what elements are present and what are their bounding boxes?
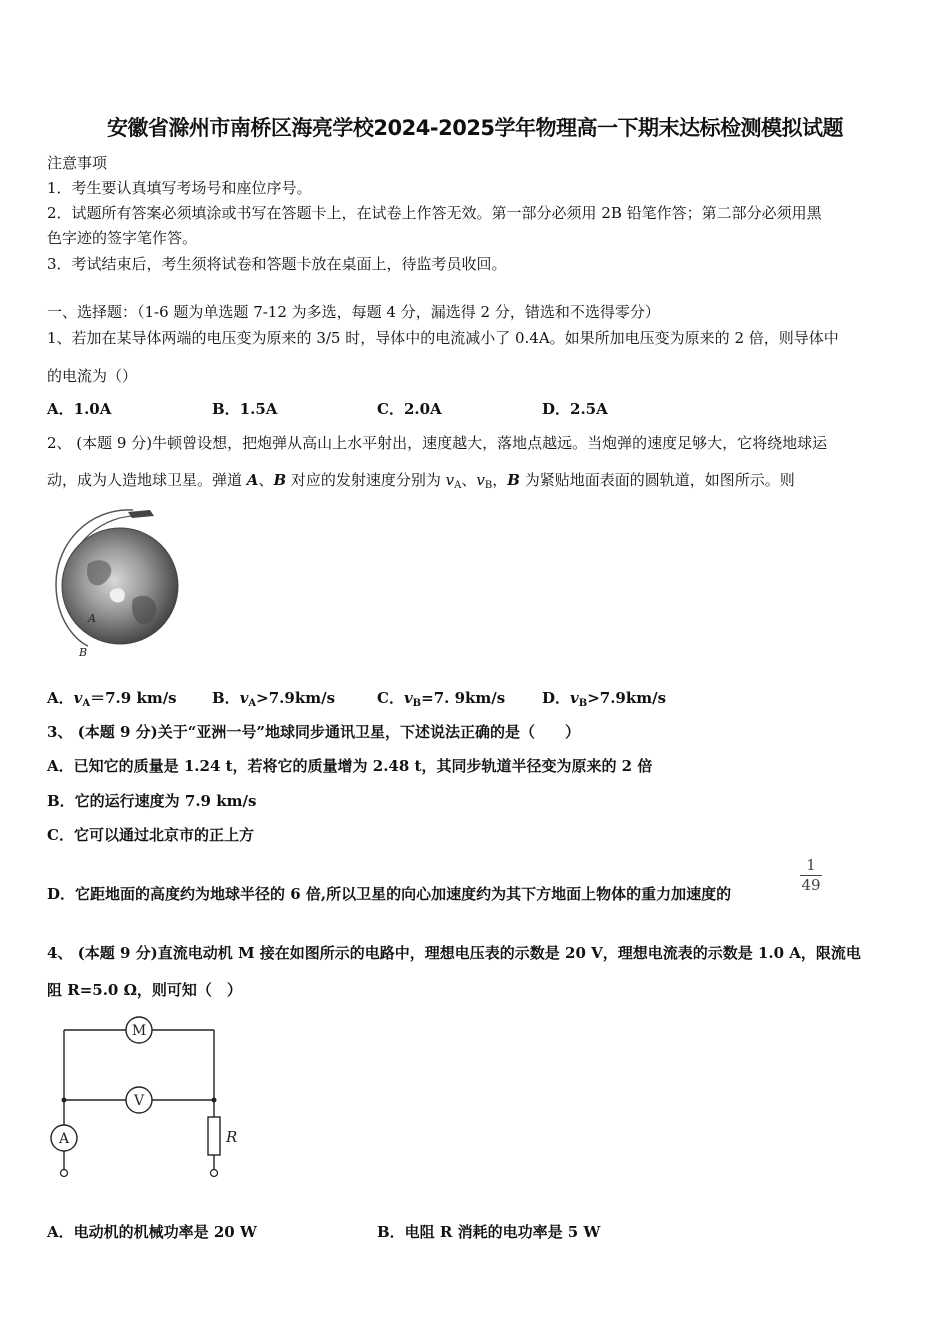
q2-sub-a: A — [454, 480, 462, 491]
q3-option-a: A．已知它的质量是 1.24 t，若将它的质量增为 2.48 t，其同步轨道半径变为原来的 2 倍 — [47, 757, 653, 775]
q2-stem-text-c: ， — [492, 471, 508, 489]
q2-velocity-symbol: v — [445, 471, 455, 489]
resistor-label: R — [226, 1128, 238, 1146]
q2-comma: 、 — [461, 471, 477, 489]
q1-option-d: D．2.5A — [542, 400, 608, 418]
q3-option-c: C．它可以通过北京市的正上方 — [47, 826, 254, 844]
q2-option-a: A．$v_A=7.9$ km/s — [47, 689, 177, 709]
motor-label: M — [131, 1023, 147, 1039]
q2-stem-text-a: 动，成为人造地球卫星。弹道 — [47, 471, 247, 489]
q2-velocity-symbol-2: v — [476, 471, 485, 489]
q3-fraction — [800, 856, 822, 894]
earth-icon — [62, 528, 178, 644]
ammeter-label: A — [58, 1131, 70, 1147]
q1-stem-line1: 1、若加在某导体两端的电压变为原来的 3/5 时，导体中的电流减小了 0.4A。如果所加电压变为原来的 2 倍，则导体中 — [47, 329, 839, 347]
q1-option-b: B．1.5A — [212, 400, 278, 418]
q2-option-c: C．$v_B=7$. 9km/s — [377, 689, 506, 709]
cannon-icon — [128, 510, 154, 518]
q2-option-d: D．$v_B>7.9km/s$ — [542, 689, 667, 709]
section-heading: 一、选择题：（1-6 题为单选题 7-12 为多选，每题 4 分，漏选得 2 分，错选和不选得零分） — [47, 303, 660, 321]
q4-option-a: A．电动机的机械功率是 20 W — [47, 1223, 257, 1241]
page-title: 安徽省滁州市南桥区海亮学校2024-2025学年物理高一下期末达标检测模拟试题 — [106, 116, 844, 140]
q3-stem: 3、 (本题 9 分)关于“亚洲一号”地球同步通讯卫星，下述说法正确的是（ ） — [47, 723, 580, 741]
q2-option-b: B．$v_A>7.9km/s$ — [212, 689, 336, 709]
q2-sep: 、 — [258, 471, 274, 489]
q4-stem-line2: 阻 R=5.0 Ω，则可知（ ） — [47, 981, 242, 999]
earth-orbit-figure — [48, 504, 188, 662]
q3-option-d: D．它距地面的高度约为地球半径的 6 倍,所以卫星的向心加速度约为其下方地面上物体的重力加速度的 — [47, 885, 732, 903]
q3-option-b: B．它的运行速度为 7.9 km/s — [47, 792, 257, 810]
terminal-left — [61, 1170, 68, 1177]
q2-trajectory-b-2: B — [507, 471, 520, 489]
fraction-numerator: 1 — [806, 856, 816, 874]
q1-option-a: A．1.0A — [47, 400, 112, 418]
q2-stem-text-d: 为紧贴地面表面的圆轨道，如图所示。则 — [519, 471, 795, 489]
q4-option-b: B．电阻 R 消耗的电功率是 5 W — [377, 1223, 601, 1241]
q1-stem-line2: 的电流为（） — [47, 367, 138, 385]
terminal-right — [211, 1170, 218, 1177]
q2-stem-text-b: 对应的发射速度分别为 — [286, 471, 446, 489]
fig-label-b: B — [79, 646, 88, 659]
q2-trajectory-b: B — [273, 471, 287, 489]
q2-trajectory-a: A — [246, 471, 259, 489]
notice-item-2-cont: 色字迹的签字笔作答。 — [47, 229, 198, 247]
q4-stem-line1: 4、 (本题 9 分)直流电动机 M 接在如图所示的电路中，理想电压表的示数是 20 V，理想电流表的示数是 1.0 A，限流电 — [47, 944, 861, 962]
q1-option-c: C．2.0A — [377, 400, 442, 418]
q2-sub-b: B — [484, 480, 493, 491]
voltmeter-label: V — [133, 1093, 145, 1109]
notice-heading: 注意事项 — [47, 154, 108, 172]
notice-item-3: 3．考试结束后，考生须将试卷和答题卡放在桌面上，待监考员收回。 — [47, 255, 507, 273]
q2-stem-line2 — [47, 469, 795, 491]
fraction-denominator: 49 — [801, 876, 821, 894]
q2-stem-line1: 2、 (本题 9 分)牛顿曾设想，把炮弹从高山上水平射出，速度越大，落地点越远。当炮弹的速度足够大，它将绕地球运 — [47, 434, 828, 452]
circuit-diagram — [48, 1015, 248, 1183]
resistor-symbol — [208, 1117, 220, 1155]
notice-item-2: 2．试题所有答案必须填涂或书写在答题卡上，在试卷上作答无效。第一部分必须用 2B 铅笔作答；第二部分必须用黑 — [47, 204, 822, 222]
fig-label-a: A — [88, 612, 96, 625]
notice-item-1: 1．考生要认真填写考场号和座位序号。 — [47, 179, 312, 197]
